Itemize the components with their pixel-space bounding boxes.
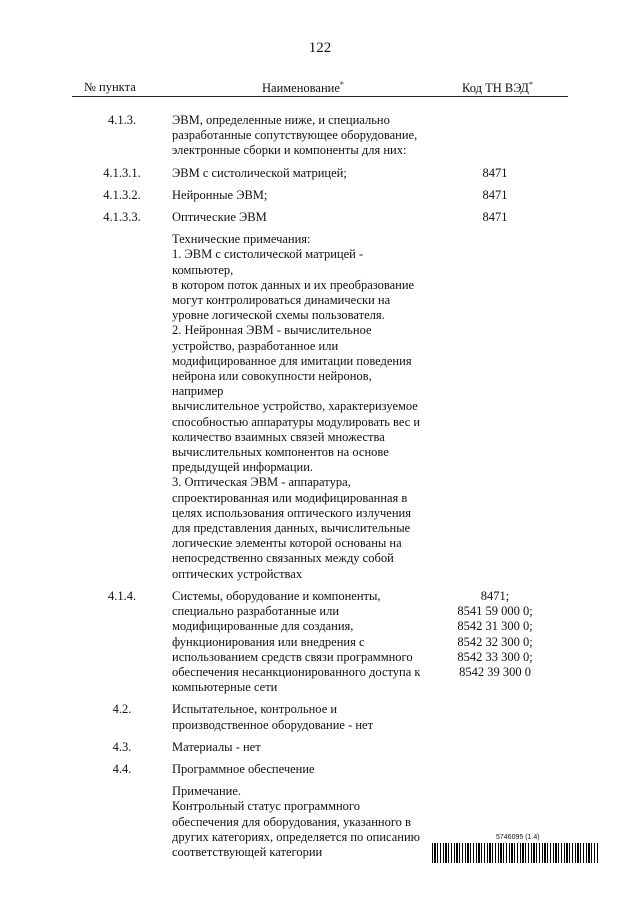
item-name: Оптические ЭВМ [172,210,267,225]
table-row [72,762,568,777]
item-name: ЭВМ с систолической матрицей; [172,165,347,180]
item-number [72,784,172,860]
item-code [422,762,568,777]
item-number: 4.1.3.2. [103,187,141,202]
item-name: ЭВМ, определенные ниже, и специально разработанные сопутствующее оборудование, электронные сборки и компоненты для них: [172,113,418,158]
table-row [72,589,568,695]
document-barcode [432,834,598,863]
header-name-footnote-mark: * [339,80,344,89]
item-number: 4.2. [112,702,132,717]
item-code: 8471 [482,187,508,202]
barcode-icon [432,843,598,863]
header-code-footnote-mark: * [528,80,533,89]
item-number: 4.1.3.3. [103,210,141,225]
item-name: Нейронные ЭВМ; [172,187,268,202]
table-body [72,113,568,867]
header-code [462,80,533,96]
item-name: Программное обеспечение [172,761,315,776]
barcode-label: 5746095 (1.4) [496,834,540,841]
item-name: Примечание. Контрольный статус программного обеспечения для оборудования, указанного в других категориях, определяется по описанию соответствующей категории [172,784,420,859]
table-row [72,702,568,732]
item-name: Испытательное, контрольное и производственное оборудование - нет [172,702,374,732]
header-divider [72,96,568,97]
item-number: 4.1.4. [107,588,137,603]
item-number: 4.3. [112,739,132,754]
table-row [72,740,568,755]
item-number: 4.1.3. [107,113,137,127]
item-code [422,702,568,732]
header-name-label: Наименование [262,81,340,96]
item-name: Материалы - нет [172,739,261,754]
header-code-label: Код ТН ВЭД [462,81,529,96]
page-number: 122 [308,40,332,56]
header-item-number: № пункта [84,80,136,94]
item-name: Системы, оборудование и компоненты, специально разработанные или модифицированные для создания, функционирования или внедрения с использованием средств связи программного обеспечения несанкционированного доступа к компьютерные сети [172,588,421,695]
item-code: 8471; 8541 59 000 0; 8542 31 300 0; 8542 32 300 0; 8542 33 300 0; 8542 39 300 0 [457,588,533,679]
table-row [72,210,568,225]
table-row [72,188,568,203]
item-code: 8471 [482,165,508,180]
item-code [422,113,568,159]
table-row [72,232,568,582]
item-name: Технические примечания: 1. ЭВМ с систолической матрицей - компьютер, в котором поток данных и их преобразование могут контролироваться динамически на уровне логической схемы пользователя. 2. Нейронная ЭВМ - вычислительное устройство, разработанное или модифицированное для имитации поведения нейрона или совокупности нейронов, например вычислительное устройство, характеризуемое способностью аппаратуры модулировать вес и количество взаимных связей множества вычислительных компонентов на основе предыдущей информации. 3. Оптическая ЭВМ - аппаратура, спроектированная или модифицированная в целях использования оптического излучения для представления данных, вычислительные логические элементы которой основаны на непосредственно связанных между собой оптических устройствах [172,232,421,581]
item-code [422,740,568,755]
item-number: 4.1.3.1. [103,165,141,180]
table-header [72,74,568,96]
table-row [72,113,568,159]
item-code: 8471 [482,210,508,225]
item-code [422,232,568,582]
item-number [72,232,172,582]
header-name [262,80,344,96]
table-row [72,166,568,181]
item-number: 4.4. [112,761,132,776]
